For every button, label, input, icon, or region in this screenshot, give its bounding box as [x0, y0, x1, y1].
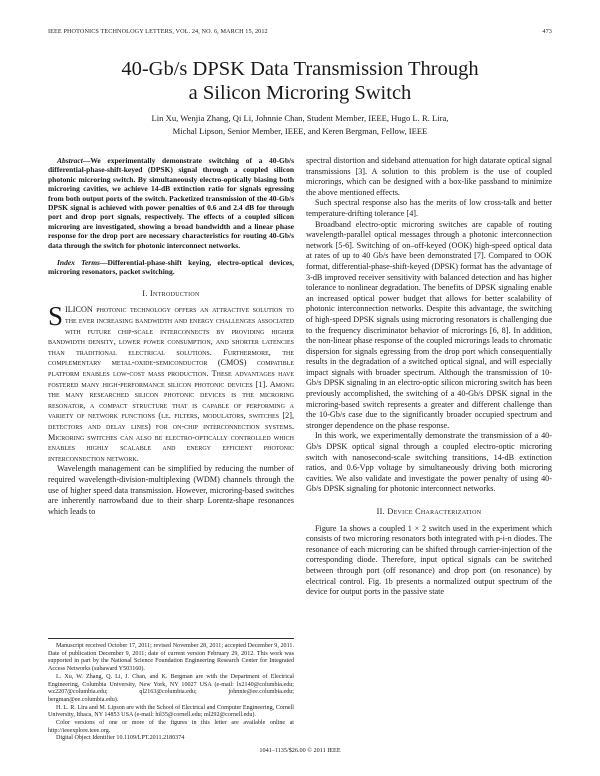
body-paragraph-figure1: Figure 1a shows a coupled 1 × 2 switch used in the experiment which consists of two microring resonators both integrated with p-i-n diodes. The resonance of each microring can be shifted through carrier-injection of the corresponding diode. Therefore, input optical signals can be switched between through port (off resonance) and drop port (on resonance) by electrical control. Fig. 1b presents a normalized output spectrum of the device for output ports in the passive state: [306, 523, 552, 597]
abstract-text: —We experimentally demonstrate switching of a 40-Gb/s differential-phase-shift-keyed (DPSK) signal through a coupled silicon photonic microring switch. By simultaneously electro-optically biasing both microring cavities, we achieve 14-dB extinction ratio for signals egressing from both output ports of the switch. Packetized transmission of the 40-Gb/s DPSK signal is achieved with power penalties of 0.6 and 2.4 dB for through port and drop port signals, respectively. The effects of a coupled silicon microring are investigated, showing a broad bandwidth and a linear phase response for the drop port are necessary characteristics for routing 40-Gb/s data through the switch for photonic interconnect networks.: [48, 156, 294, 250]
section-heading-device-characterization: II. Device Characterization: [376, 507, 482, 516]
section-heading-introduction: I. Introduction: [142, 288, 200, 298]
footnote-manuscript: Manuscript received October 17, 2011; revised November 28, 2011; accepted December 9, 2011. Date of publication December 9, 2011; date of current version February 29, 2012. This work was supported in part by the National Science Foundation Engineering Research Center for Integrated Access Networks (subaward Y503160).: [48, 643, 294, 673]
authors-line-1: Lin Xu, Wenjia Zhang, Qi Li, Johnnie Chan, Student Member, IEEE, Hugo L. R. Lira,: [151, 113, 449, 123]
abstract-label: Abstract: [57, 156, 83, 165]
intro-paragraph-2: Wavelength management can be simplified by reducing the number of required wavelength-division-multiplexing (WDM) channels through the use of higher speed data transmission. However, microring-based switches are inherently narrowband due to their sharp Lorentz-shape resonances which leads to: [48, 464, 294, 516]
intro-paragraph-1: [48, 301, 294, 464]
abstract: [48, 156, 294, 250]
index-terms-label: Index Terms: [57, 258, 100, 268]
authors-line-2: Michal Lipson, Senior Member, IEEE, and Keren Bergman, Fellow, IEEE: [172, 125, 428, 136]
footnote-cornell: H. L. R. Lira and M. Lipson are with the School of Electrical and Computer Engineering, Cornell University, Ithaca, NY 14853 USA (e-mail: hil35@cornell.edu; ml292@cornell.edu).: [48, 704, 294, 719]
left-column: [48, 156, 294, 517]
author-list: [40, 112, 560, 137]
copyright-footer: 1041–1135/$26.00 © 2011 IEEE: [259, 747, 341, 754]
running-header: [48, 28, 552, 38]
journal-header: IEEE PHOTONICS TECHNOLOGY LETTERS, VOL. 24, NO. 6, MARCH 15, 2012: [48, 28, 268, 35]
drop-cap: S: [48, 301, 64, 332]
footnote-doi: Digital Object Identifier 10.1109/LPT.2011.2180374: [56, 735, 185, 742]
title-line-2: a Silicon Microring Switch: [188, 82, 412, 104]
footnote-color: Color versions of one or more of the figures in this letter are available online at http://ieeexplore.ieee.org.: [48, 720, 294, 734]
footnote-rule: [48, 638, 294, 639]
body-paragraph-crosstalk: Such spectral response also has the merits of low cross-talk and better temperature-drifting tolerance [4].: [306, 198, 552, 218]
index-terms: [48, 258, 294, 277]
page-number: 473: [542, 28, 552, 35]
title-line-1: 40-Gb/s DPSK Data Transmission Through: [121, 58, 479, 80]
body-paragraph-broadband: Broadband electro-optic microring switches are capable of routing wavelength-parallel optical messages through a photonic interconnection network [5-6]. Switching of on–off-keyed (OOK) high-speed optical data at rates of up to 40 Gb/s have been demonstrated [7]. Compared to OOK format, differential-phase-shift-keyed (DPSK) format has the advantage of 3-dB improved receiver sensitivity with balanced detection and has higher tolerance to nonlinear degradation. The benefits of DPSK signaling enable an increased optical power budget that allows for better scalability of photonic interconnection networks. Despite this advantage, the switching of high-speed DPSK signals using microring resonators is challenging due to the frequency discriminator behavior of microrings [6, 8]. In addition, the non-linear phase response of the coupled microrings leads to chromatic dispersion for signals egressing from the drop port which consequentially results in the degradation of a switched optical signal, and will especially impact signals with broader spectrum. Although the transmission of 10-Gb/s DPSK signaling in an electro-optic silicon microring switch has been previously accomplished, the switching of a 40-Gb/s DPSK signal in the microring-based switch represents a greater and different challenge than the 10-Gb/s case due to the significantly broader occupied spectrum and stronger dependence on the phase response.: [306, 219, 552, 430]
right-column: [306, 156, 552, 598]
intro-paragraph-1-text: ILICON photonic technology offers an attractive solution to the ever increasing bandwidth and energy challenges associated with future chip-scale interconnects by providing higher bandwidth density, lower power consumption, and shorter latencies than traditional electrical solutions. Furthermore, the complementary metal-oxide-semiconductor (CMOS) compatible platform enables low-cost mass production. These advantages have fostered many high-performance silicon photonic devices [1]. Among the many researched silicon photonic devices is the microring resonator, a compact structure that is capable of performing a variety of network functions (i.e. filters, modulators, switches [2], detectors and delay lines) for on-chip interconnection systems. Microring switches can also be electro-optically controlled which enables highly scalable and energy efficient photonic interconnection network.: [48, 305, 294, 463]
footnote-columbia: L. Xu, W. Zhang, Q. Li, J. Chan, and K. Bergman are with the Department of Electrical Engineering, Columbia University, New York, NY 10027 USA (e-mail: lx2140@columbia.edu; wz2207@columbia.edu; ql2163@columbia.edu; johnnie@ee.columbia.edu; bergman@ee.columbia.edu).: [48, 673, 294, 703]
footnotes: [48, 643, 294, 743]
paper-title: [40, 57, 560, 105]
index-terms-text: —Differential-phase-shift keying, electro-optical devices, microring resonators, packet switching.: [48, 258, 295, 277]
body-paragraph-continued: spectral distortion and sideband attenuation for high datarate optical signal transmissions [3]. A solution to this problem is the use of coupled microrings, which can be designed with a box-like passband to minimize the above mentioned effects.: [306, 156, 552, 197]
body-paragraph-this-work: In this work, we experimentally demonstrate the transmission of a 40-Gb/s DPSK optical signal through a coupled electro-optic microring switch with nanosecond-scale switching transitions, 14-dB extinction ratios, and 0.6-Vpp voltage by simultaneously driving both microring cavities. We also validate and investigate the power penalty of using 40-Gb/s DPSK signaling for photonic interconnect networks.: [306, 431, 552, 494]
